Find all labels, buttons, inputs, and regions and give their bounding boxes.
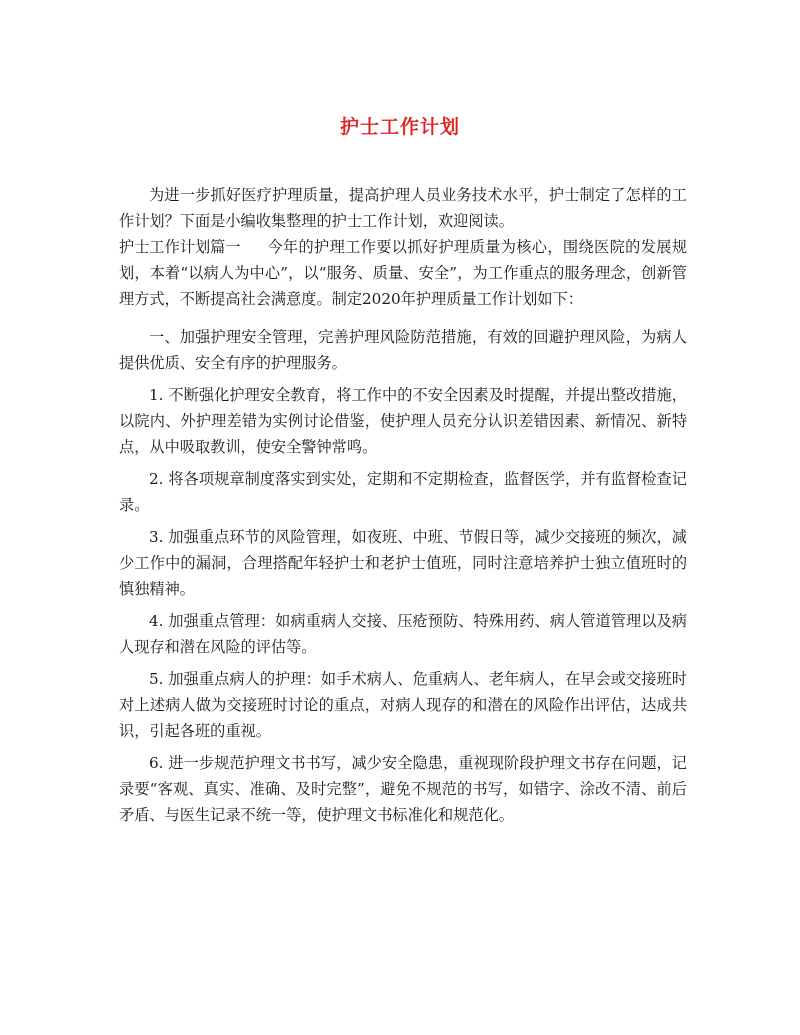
document-body [119,182,687,828]
item-paragraph-6: 6. 进一步规范护理文书书写，减少安全隐患，重视现阶段护理文书存在问题，记录要“客观、真实、准确、及时完整”，避免不规范的书写，如错字、涂改不清、前后矛盾、与医生记录不统一等，使护理文书标准化和规范化。 [119,754,687,824]
section-paragraph [119,234,687,312]
document-title: 护士工作计划 [339,116,460,138]
intro-paragraph: 为进一步抓好医疗护理质量，提高护理人员业务技术水平，护士制定了怎样的工作计划？下面是小编收集整理的护士工作计划，欢迎阅读。 [119,186,687,230]
item-paragraph-5: 5. 加强重点病人的护理：如手术病人、危重病人、老年病人，在早会或交接班时对上述病人做为交接班时讨论的重点，对病人现存的和潜在的风险作出评估，达成共识，引起各班的重视。 [119,670,687,740]
item-paragraph-2: 2. 将各项规章制度落实到实处，定期和不定期检查，监督医学，并有监督检查记录。 [119,470,687,514]
item-paragraph-3: 3. 加强重点环节的风险管理，如夜班、中班、节假日等，减少交接班的频次，减少工作中的漏洞，合理搭配年轻护士和老护士值班，同时注意培养护士独立值班时的慎独精神。 [119,528,687,598]
point-one-paragraph: 一、加强护理安全管理，完善护理风险防范措施，有效的回避护理风险，为病人提供优质、安全有序的护理服务。 [119,328,687,372]
item-paragraph-1: 1. 不断强化护理安全教育，将工作中的不安全因素及时提醒，并提出整改措施，以院内、外护理差错为实例讨论借鉴，使护理人员充分认识差错因素、新情况、新特点，从中吸取教训，使安全警钟常鸣。 [119,386,687,456]
item-paragraph-4: 4. 加强重点管理：如病重病人交接、压疮预防、特殊用药、病人管道管理以及病人现存和潜在风险的评估等。 [119,612,687,656]
section-label: 护士工作计划篇一 [119,238,241,256]
section-text: 今年的护理工作要以抓好护理质量为核心，围绕医院的发展规划，本着“以病人为中心”，以“服务、质量、安全”，为工作重点的服务理念，创新管理方式，不断提高社会满意度。制定2020年护理质量工作计划如下： [119,238,687,308]
